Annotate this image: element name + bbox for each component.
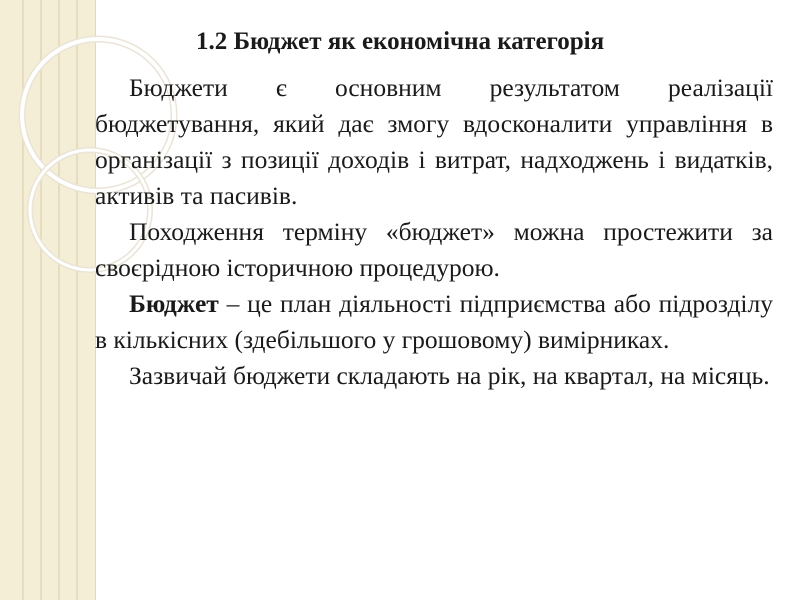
decorative-side-panel (0, 0, 96, 600)
slide-title: 1.2 Бюджет як економічна категорія (196, 28, 605, 55)
panel-stripe (22, 0, 24, 600)
paragraph-term-origin: Походження терміну «бюджет» можна простежити за своєрідною історичною процедурою. (95, 217, 773, 282)
panel-stripe (40, 0, 42, 600)
panel-stripe (58, 0, 60, 600)
budget-definition-text: – це план діяльності підприємства або підрозділу в кількісних (здебільшого у грошовому) вимірниках. (95, 289, 773, 354)
panel-stripe (76, 0, 78, 600)
paragraph-budgets-result: Бюджети є основним результатом реалізації бюджетування, який дає змогу вдосконалити управління в організації з позиції доходів і витрат, надходжень і видатків, активів та пасивів. (95, 73, 773, 210)
slide-body (95, 70, 773, 394)
budget-term: Бюджет (129, 289, 219, 318)
paragraph-budget-definition (95, 286, 773, 358)
paragraph-budget-period: Зазвичай бюджети складають на рік, на квартал, на місяць. (129, 361, 770, 390)
